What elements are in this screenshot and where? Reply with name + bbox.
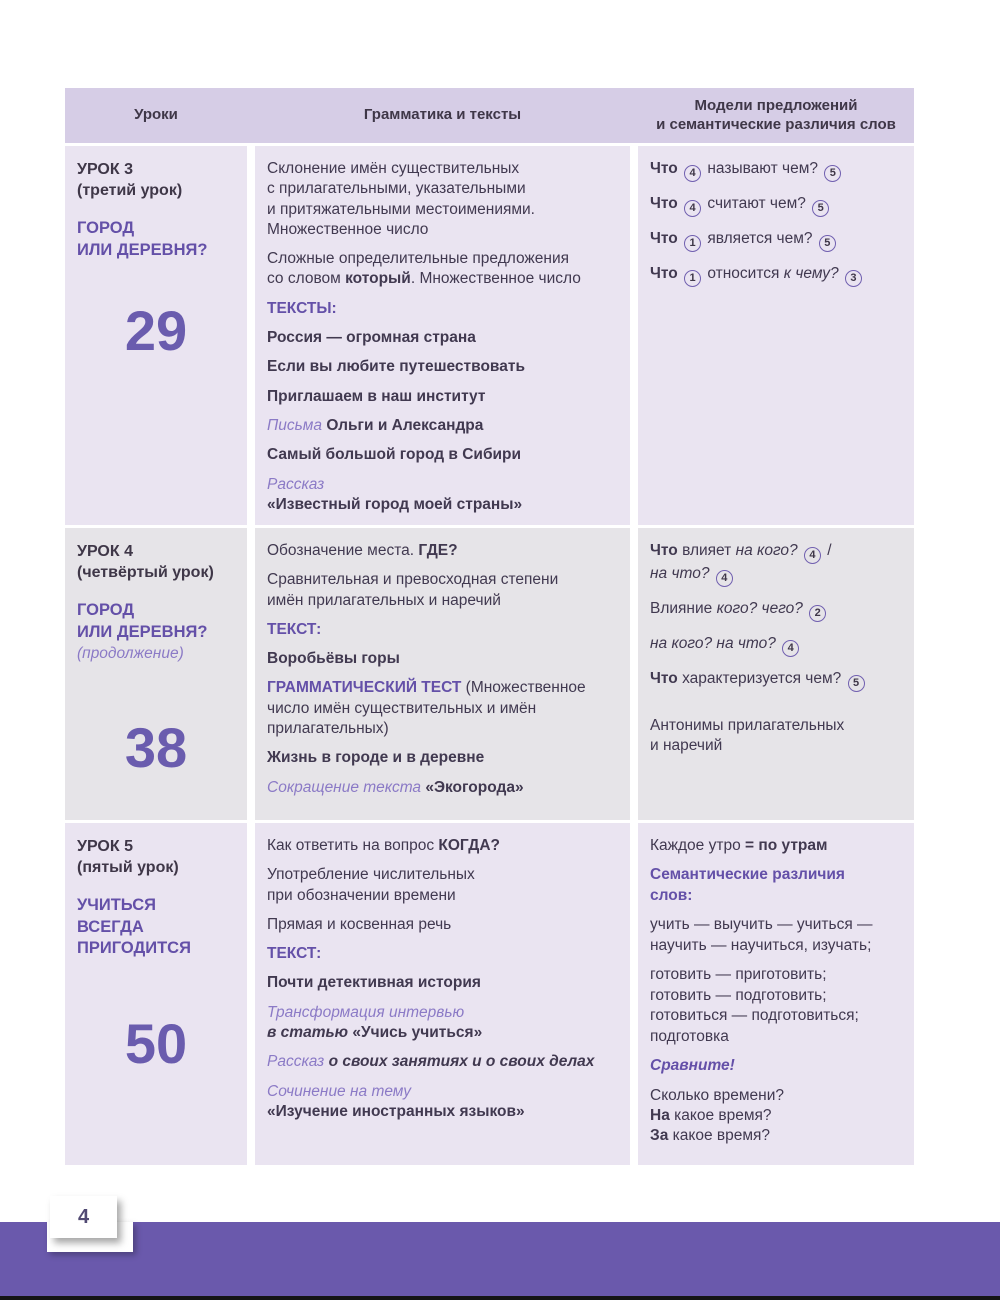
model-entry xyxy=(650,264,902,287)
model-entry xyxy=(650,915,902,956)
text-run: прилагательных) xyxy=(267,720,389,738)
grammar-texts-cell xyxy=(255,823,630,1165)
text-run: характеризуется чем? xyxy=(682,670,846,687)
grammar-entry xyxy=(267,865,618,906)
text-run: число имён существительных и имён xyxy=(267,699,537,717)
text-run: Письма xyxy=(267,416,327,434)
toc-header-row xyxy=(65,88,914,143)
toc-row xyxy=(65,146,914,525)
model-entry xyxy=(650,599,902,622)
text-run: «Известный город моей страны» xyxy=(267,495,523,513)
text-run: со словом xyxy=(267,270,346,288)
grammar-entry xyxy=(267,475,618,516)
grammar-entry xyxy=(267,445,618,465)
text-run: относится xyxy=(703,265,784,282)
text-run: готовить — приготовить; xyxy=(650,966,827,984)
page-bottom-edge xyxy=(0,1296,1000,1300)
text-run: Обозначение места. xyxy=(267,542,419,559)
text-run: Употребление числительных xyxy=(267,866,475,884)
text-run: Семантические различия xyxy=(650,866,845,884)
text-run: подготовка xyxy=(650,1027,729,1045)
text-run: Ольги и Александра xyxy=(326,416,484,434)
text-run: на кого? xyxy=(735,542,802,559)
text-run: ГРАММАТИЧЕСКИЙ ТЕСТ xyxy=(267,679,466,697)
circled-number: 4 xyxy=(782,640,799,657)
text-run: какое время? xyxy=(668,1127,771,1145)
circled-number: 4 xyxy=(804,547,821,564)
text-run: Самый большой город в Сибири xyxy=(267,446,522,464)
grammar-entry xyxy=(267,778,618,798)
circled-number: 2 xyxy=(809,605,826,622)
sentence-models-cell xyxy=(638,528,914,820)
text-run: «Учись учиться» xyxy=(352,1024,483,1042)
lesson-topic-line: ИЛИ ДЕРЕВНЯ? xyxy=(77,240,208,259)
text-run: Сложные определительные предложения xyxy=(267,250,570,268)
toc-rows xyxy=(65,146,914,1165)
circled-number: 4 xyxy=(684,165,701,182)
footer-bar xyxy=(0,1222,1000,1297)
grammar-texts-cell xyxy=(255,146,630,525)
toc-row xyxy=(65,823,914,1165)
lesson-heading-line: УРОК 4 xyxy=(77,543,133,560)
text-run: Что xyxy=(650,265,683,282)
circled-number: 5 xyxy=(848,675,865,692)
header-sentence-models xyxy=(638,97,914,135)
text-run: За xyxy=(650,1127,669,1145)
header-sentence-models-line1: Модели предложений xyxy=(694,96,858,114)
text-run: Рассказ xyxy=(267,475,325,493)
lesson-cell xyxy=(65,146,247,525)
text-run: Жизнь в городе и в деревне xyxy=(267,749,485,767)
text-run: Сокращение текста xyxy=(267,778,426,796)
model-entry xyxy=(650,229,902,252)
grammar-entry xyxy=(267,357,618,377)
text-run: в статью xyxy=(267,1024,353,1042)
model-entry xyxy=(650,159,902,182)
lesson-topic-line: ГОРОД xyxy=(77,219,135,238)
text-run: Сравнительная и превосходная степени xyxy=(267,571,559,589)
lesson-page-number: 38 xyxy=(124,716,188,780)
text-run: ТЕКСТ: xyxy=(267,620,322,638)
lesson-heading-line: УРОК 3 xyxy=(77,161,133,178)
toc-row xyxy=(65,528,914,820)
text-run: Что xyxy=(650,542,683,559)
text-run: Трансформация интервью xyxy=(267,1003,465,1021)
text-run: на что? xyxy=(650,565,714,582)
lesson-topic-line: УЧИТЬСЯ xyxy=(77,896,157,915)
text-run: Почти детективная история xyxy=(267,974,481,992)
model-entry xyxy=(650,194,902,217)
text-run: называют чем? xyxy=(703,160,823,177)
text-run: Рассказ xyxy=(267,1053,329,1071)
lesson-cell xyxy=(65,823,247,1165)
lesson-heading-line: (четвёртый урок) xyxy=(77,564,214,582)
text-run: к чему? xyxy=(783,265,843,282)
text-run: о своих занятиях и о своих делах xyxy=(328,1053,595,1071)
text-run: научить — научиться, изучать; xyxy=(650,936,872,954)
text-run: готовить — подготовить; xyxy=(650,986,827,1004)
text-run: является чем? xyxy=(703,230,817,247)
lesson-heading-line: УРОК 5 xyxy=(77,838,133,855)
lesson-topic xyxy=(77,218,235,261)
lesson-topic-line: ГОРОД xyxy=(77,601,135,620)
lesson-cell xyxy=(65,528,247,820)
text-run: Склонение имён существительных xyxy=(267,160,520,177)
model-entry xyxy=(650,634,902,657)
lesson-topic-line: ПРИГОДИТСЯ xyxy=(77,939,191,958)
text-run: Что xyxy=(650,160,683,177)
text-run: Сколько времени? xyxy=(650,1086,785,1104)
text-run: на кого? на что? xyxy=(650,635,781,652)
sentence-models-cell xyxy=(638,146,914,525)
text-run: Сочинение на тему xyxy=(267,1082,412,1100)
grammar-entry xyxy=(267,944,618,964)
grammar-entry xyxy=(267,649,618,669)
circled-number: 1 xyxy=(684,235,701,252)
model-entry xyxy=(650,541,902,587)
circled-number: 4 xyxy=(684,200,701,217)
lesson-topic xyxy=(77,600,235,643)
lesson-heading-line: (пятый урок) xyxy=(77,859,179,877)
text-run: учить — выучить — учиться — xyxy=(650,916,873,934)
lesson-page-number: 29 xyxy=(124,299,188,363)
grammar-entry xyxy=(267,620,618,640)
text-run: ГДЕ? xyxy=(418,542,458,559)
page-number-card xyxy=(50,1196,117,1238)
text-run: Прямая и косвенная речь xyxy=(267,915,452,933)
toc-table xyxy=(65,88,914,1165)
text-run: который xyxy=(345,270,411,288)
text-run: и притяжательными местоимениями. xyxy=(267,200,535,218)
text-run: Что xyxy=(650,195,683,212)
lesson-topic-line: ВСЕГДА xyxy=(77,917,144,936)
lesson-page-number: 50 xyxy=(124,1011,188,1075)
text-run: Как ответить на вопрос xyxy=(267,837,439,854)
text-run: ТЕКСТЫ: xyxy=(267,299,337,317)
text-run: Каждое утро xyxy=(650,837,746,854)
grammar-entry xyxy=(267,416,618,436)
model-entry xyxy=(650,836,902,856)
model-entry xyxy=(650,716,902,757)
text-run: . Множественное число xyxy=(410,270,581,288)
sentence-models-cell xyxy=(638,823,914,1165)
grammar-texts-cell xyxy=(255,528,630,820)
text-run: = по утрам xyxy=(745,837,828,854)
lesson-note: (продолжение) xyxy=(77,645,184,663)
text-run: Влияние xyxy=(650,600,717,617)
model-entry xyxy=(650,669,902,692)
grammar-entry xyxy=(267,1052,618,1072)
header-grammar-texts: Грамматика и тексты xyxy=(363,106,522,124)
circled-number: 5 xyxy=(824,165,841,182)
text-run: готовиться — подготовиться; xyxy=(650,1007,859,1025)
lesson-heading xyxy=(77,541,235,583)
grammar-entry xyxy=(267,915,618,935)
text-run: «Изучение иностранных языков» xyxy=(267,1102,525,1120)
grammar-entry xyxy=(267,159,618,240)
text-run: с прилагательными, указательными xyxy=(267,180,526,198)
lesson-topic xyxy=(77,895,235,959)
circled-number: 3 xyxy=(845,270,862,287)
text-run: Сравните! xyxy=(650,1057,735,1075)
lesson-heading xyxy=(77,159,235,201)
grammar-entry xyxy=(267,1003,618,1044)
grammar-entry xyxy=(267,570,618,611)
text-run: при обозначении времени xyxy=(267,886,456,904)
grammar-entry xyxy=(267,249,618,290)
text-run: На xyxy=(650,1106,670,1124)
text-run: Множественное число xyxy=(267,220,429,238)
grammar-entry xyxy=(267,541,618,561)
text-run: Антонимы прилагательных xyxy=(650,717,845,734)
text-run: ТЕКСТ: xyxy=(267,945,322,963)
text-run: имён прилагательных и наречий xyxy=(267,591,501,609)
grammar-entry xyxy=(267,748,618,768)
model-entry xyxy=(650,1086,902,1147)
lesson-heading xyxy=(77,836,235,878)
text-run: считают чем? xyxy=(703,195,811,212)
lesson-topic-line: ИЛИ ДЕРЕВНЯ? xyxy=(77,622,208,641)
lesson-heading-line: (третий урок) xyxy=(77,182,183,200)
text-run: Что xyxy=(650,670,683,687)
text-run: Если вы любите путешествовать xyxy=(267,358,525,376)
model-entry xyxy=(650,865,902,906)
header-lessons: Уроки xyxy=(134,106,178,124)
grammar-entry xyxy=(267,1082,618,1123)
text-run: влияет xyxy=(682,542,736,559)
circled-number: 5 xyxy=(819,235,836,252)
grammar-entry xyxy=(267,836,618,856)
header-sentence-models-line2: и семантические различия слов xyxy=(656,115,896,133)
text-run: кого? чего? xyxy=(716,600,808,617)
page-number: 4 xyxy=(77,1205,90,1228)
grammar-entry xyxy=(267,387,618,407)
text-run: Россия — огромная страна xyxy=(267,329,476,347)
text-run: Приглашаем в наш институт xyxy=(267,387,486,405)
text-run: «Экогорода» xyxy=(425,778,524,796)
text-run: Воробьёвы горы xyxy=(267,650,400,668)
grammar-entry xyxy=(267,973,618,993)
model-entry xyxy=(650,1056,902,1076)
text-run: и наречий xyxy=(650,737,723,755)
grammar-entry xyxy=(267,328,618,348)
model-entry xyxy=(650,965,902,1047)
text-run: слов: xyxy=(650,886,693,904)
text-run: Что xyxy=(650,230,683,247)
text-run: какое время? xyxy=(669,1106,772,1124)
text-run: / xyxy=(822,542,832,559)
grammar-entry xyxy=(267,299,618,319)
grammar-entry xyxy=(267,678,618,739)
text-run: КОГДА? xyxy=(438,837,501,854)
circled-number: 5 xyxy=(812,200,829,217)
text-run: (Множественное xyxy=(465,679,586,697)
circled-number: 4 xyxy=(716,570,733,587)
circled-number: 1 xyxy=(684,270,701,287)
